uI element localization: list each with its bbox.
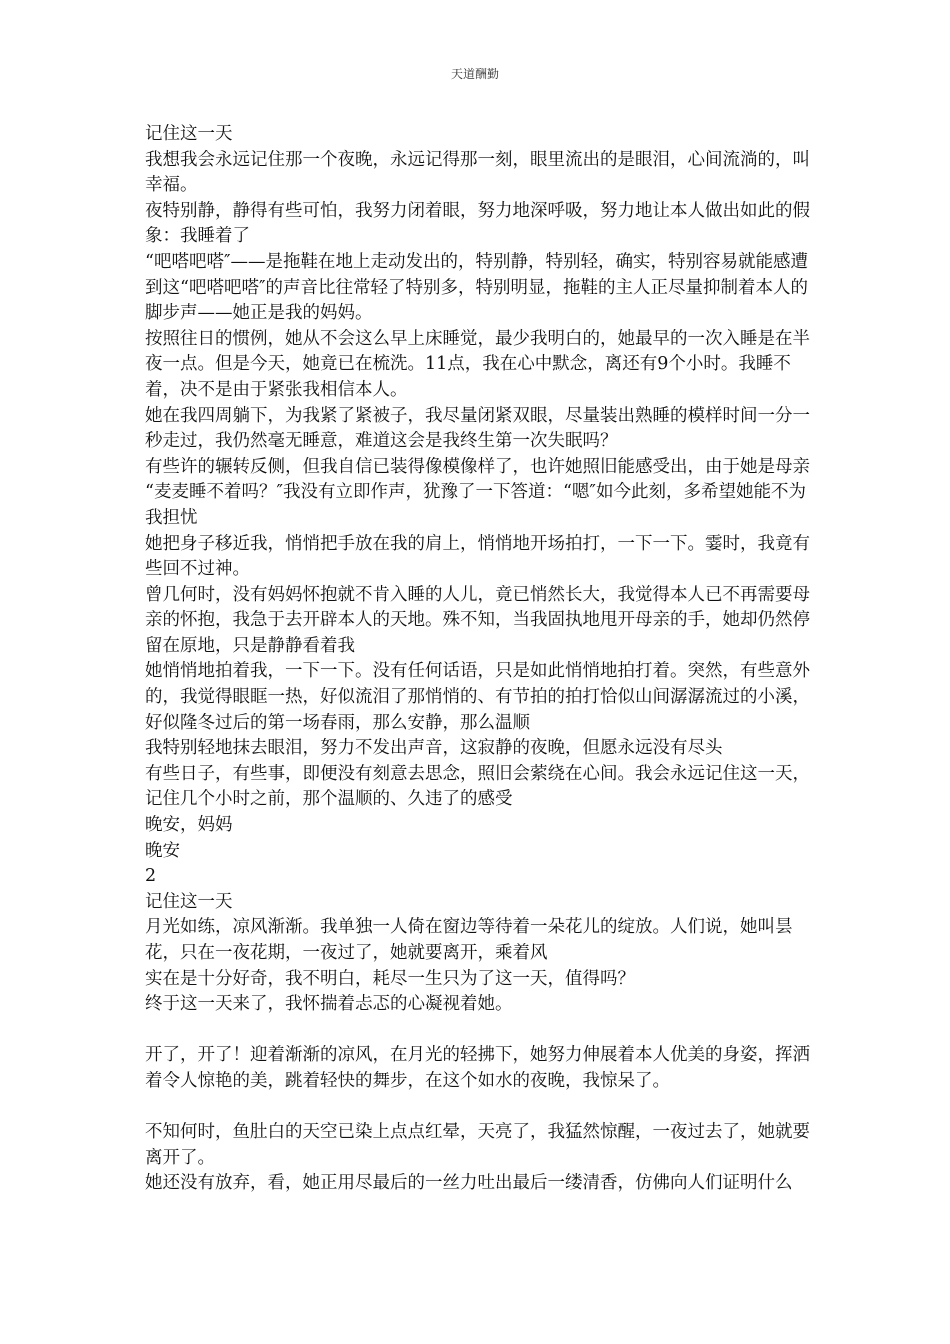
paragraph: 不知何时，鱼肚白的天空已染上点点红晕，天亮了，我猛然惊醒，一夜过去了，她就要离开了。 — [145, 1122, 810, 1168]
paragraph: 我想我会永远记住那一个夜晚，永远记得那一刻，眼里流出的是眼泪，心间流淌的，叫幸福。 — [145, 149, 810, 196]
paragraph: “麦麦睡不着吗？″我没有立即作声，犹豫了一下答道：“嗯″如今此刻，多希望她能不为我担忧 — [145, 482, 806, 528]
paragraph: 我特别轻地抹去眼泪，努力不发出声音，这寂静的夜晚，但愿永远没有尽头 — [145, 738, 723, 759]
paragraph: 她在我四周躺下，为我紧了紧被子，我尽量闭紧双眼，尽量装出熟睡的模样时间一分一秒走过，我仍然毫无睡意，难道这会是我终生第一次失眠吗？ — [145, 405, 810, 452]
paragraph: 她悄悄地拍着我，一下一下。没有任何话语，只是如此悄悄地拍打着。突然，有些意外的，我觉得眼眶一热，好似流泪了那悄悄的、有节拍的拍打恰似山间潺潺流过的小溪，好似隆冬过后的第一场春雨，那么安静，那么温顺 — [145, 661, 810, 733]
paragraph: “吧嗒吧嗒″——是拖鞋在地上走动发出的，特别静，特别轻，确实，特别容易就能感遭到这“吧嗒吧嗒″的声音比往常轻了特别多，特别明显，拖鞋的主人正尽量抑制着本人的脚步声——她正是我的妈妈。 — [145, 251, 808, 324]
page-header: 天道酬勤 — [450, 67, 499, 81]
paragraph: 曾几何时，没有妈妈怀抱就不肯入睡的人儿，竟已悄然长大，我觉得本人已不再需要母亲的怀抱，我急于去开辟本人的天地。殊不知，当我固执地甩开母亲的手，她却仍然停留在原地，只是静静看着我 — [145, 584, 810, 656]
paragraph: 月光如练，凉风渐渐。我单独一人倚在窗边等待着一朵花儿的绽放。人们说，她叫昙花，只在一夜花期，一夜过了，她就要离开，乘着风 — [145, 917, 793, 963]
paragraph: 实在是十分好奇，我不明白，耗尽一生只为了这一天，值得吗？ — [145, 968, 635, 989]
paragraph: 夜特别静，静得有些可怕，我努力闭着眼，努力地深呼吸，努力地让本人做出如此的假象：我睡着了 — [145, 200, 810, 247]
title: 记住这一天 — [145, 124, 233, 144]
section-number: 2 — [145, 866, 157, 887]
blank-line — [145, 1095, 810, 1121]
title: 记住这一天 — [145, 891, 233, 912]
paragraph: 有些日子，有些事，即便没有刻意去思念，照旧会萦绕在心间。我会永远记住这一天，记住几个小时之前，那个温顺的、久违了的感受 — [145, 763, 810, 810]
document-body — [145, 122, 810, 1197]
paragraph: 按照往日的惯例，她从不会这么早上床睡觉，最少我明白的，她最早的一次入睡是在半夜一点。但是今天，她竟已在梳洗。11点，我在心中默念，离还有9个小时。我睡不着，决不是由于紧张我相信本人。 — [145, 328, 810, 400]
paragraph: 有些许的辗转反侧，但我自信已装得像模像样了，也许她照旧能感受出，由于她是母亲 — [145, 456, 810, 477]
paragraph: 开了，开了！迎着渐渐的凉风，在月光的轻拂下，她努力伸展着本人优美的身姿，挥洒着令人惊艳的美，跳着轻快的舞步，在这个如水的夜晚，我惊呆了。 — [145, 1045, 810, 1091]
paragraph: 晚安 — [145, 840, 180, 861]
paragraph: 她还没有放弃，看，她正用尽最后的一丝力吐出最后一缕清香，仿佛向人们证明什么 — [145, 1173, 793, 1194]
blank-line — [145, 1018, 810, 1044]
paragraph: 晚安，妈妈 — [145, 815, 233, 836]
paragraph: 她把身子移近我，悄悄把手放在我的肩上，悄悄地开场拍打，一下一下。霎时，我竟有些回不过神。 — [145, 533, 810, 580]
paragraph: 终于这一天来了，我怀揣着忐忑的心凝视着她。 — [145, 994, 513, 1015]
